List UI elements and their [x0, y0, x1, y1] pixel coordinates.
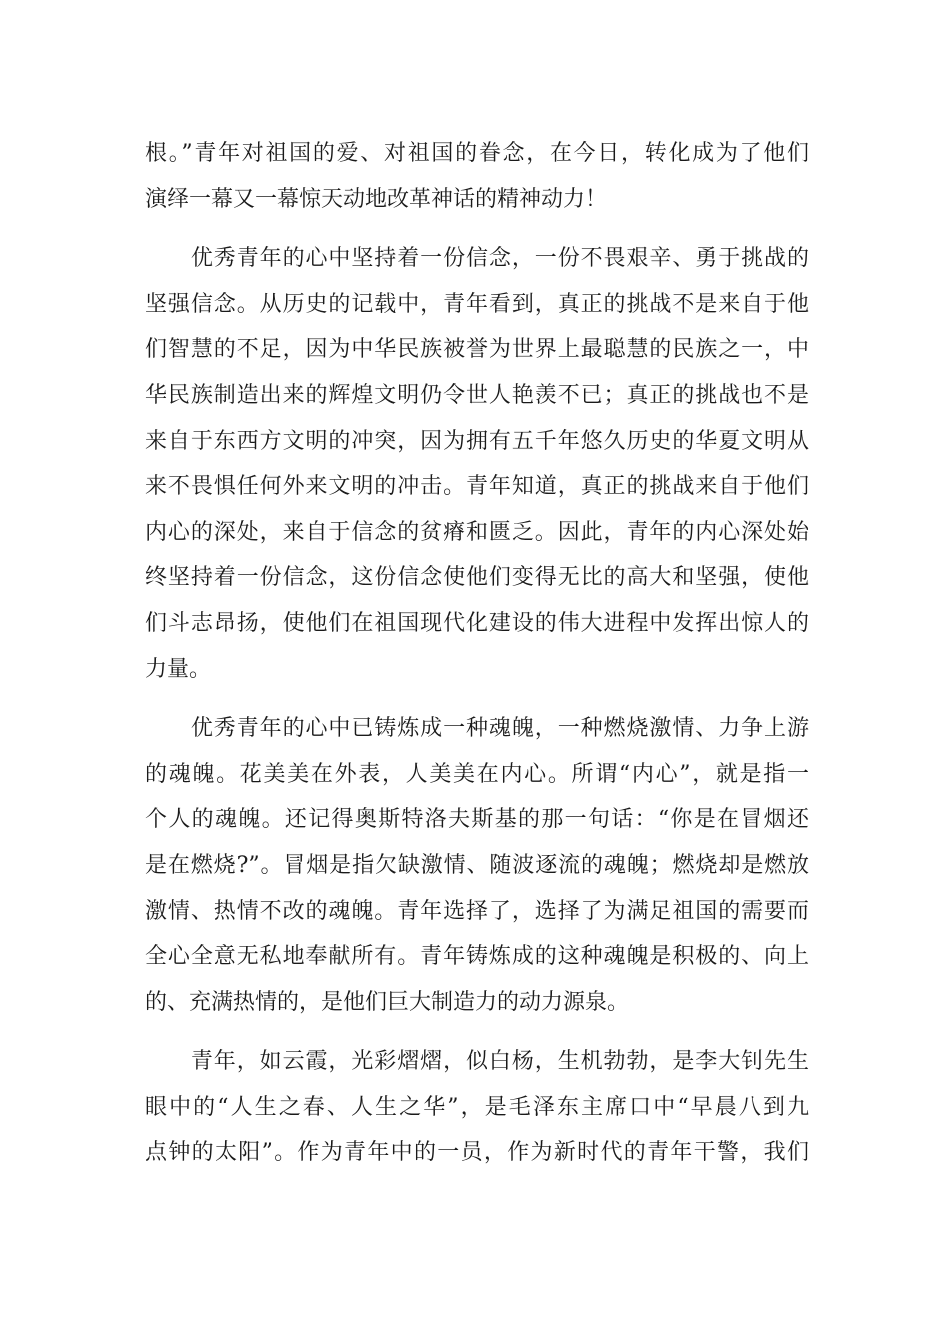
- text-line: 眼中的“人生之春、人生之华”，是毛泽东主席口中“早晨八到九: [145, 1094, 809, 1120]
- text-line: 点钟的太阳”。作为青年中的一员，作为新时代的青年干警，我们: [145, 1140, 809, 1166]
- text-line: 的、充满热情的，是他们巨大制造力的动力源泉。: [145, 989, 630, 1015]
- text-line: 们智慧的不足，因为中华民族被誉为世界上最聪慧的民族之一，中: [145, 337, 809, 363]
- text-line: 们斗志昂扬，使他们在祖国现代化建设的伟大进程中发挥出惊人的: [145, 610, 809, 636]
- text-line: 来自于东西方文明的冲突，因为拥有五千年悠久历史的华夏文明从: [145, 428, 809, 454]
- paragraph: [145, 131, 809, 222]
- text-line: 优秀青年的心中已铸炼成一种魂魄，一种燃烧激情、力争上游: [145, 716, 809, 742]
- text-line: 青年，如云霞，光彩熠熠，似白杨，生机勃勃，是李大钊先生: [145, 1049, 809, 1075]
- text-line: 华民族制造出来的辉煌文明仍令世人艳羡不已；真正的挑战也不是: [145, 382, 809, 408]
- paragraph: [145, 706, 809, 1025]
- paragraph: [145, 236, 809, 692]
- text-line: 演绎一幕又一幕惊天动地改革神话的精神动力！: [145, 186, 608, 212]
- text-line: 是在燃烧?”。冒烟是指欠缺激情、随波逐流的魂魄；燃烧却是燃放: [145, 852, 809, 878]
- text-line: 个人的魂魄。还记得奥斯特洛夫斯基的那一句话：“你是在冒烟还: [145, 807, 809, 833]
- text-line: 的魂魄。花美美在外表，人美美在内心。所谓“内心”，就是指一: [145, 761, 809, 787]
- text-line: 内心的深处，来自于信念的贫瘠和匮乏。因此，青年的内心深处始: [145, 519, 809, 545]
- paragraph: [145, 1039, 809, 1176]
- body-text: [145, 131, 809, 1176]
- text-line: 全心全意无私地奉献所有。青年铸炼成的这种魂魄是积极的、向上: [145, 944, 809, 970]
- text-line: 来不畏惧任何外来文明的冲击。青年知道，真正的挑战来自于他们: [145, 474, 809, 500]
- text-line: 坚强信念。从历史的记载中，青年看到，真正的挑战不是来自于他: [145, 291, 809, 317]
- text-line: 优秀青年的心中坚持着一份信念，一份不畏艰辛、勇于挑战的: [145, 246, 809, 272]
- text-line: 力量。: [145, 656, 212, 682]
- text-line: 终坚持着一份信念，这份信念使他们变得无比的高大和坚强，使他: [145, 565, 809, 591]
- text-line: 激情、热情不改的魂魄。青年选择了，选择了为满足祖国的需要而: [145, 898, 809, 924]
- text-line: 根。”青年对祖国的爱、对祖国的眷念，在今日，转化成为了他们: [145, 141, 809, 166]
